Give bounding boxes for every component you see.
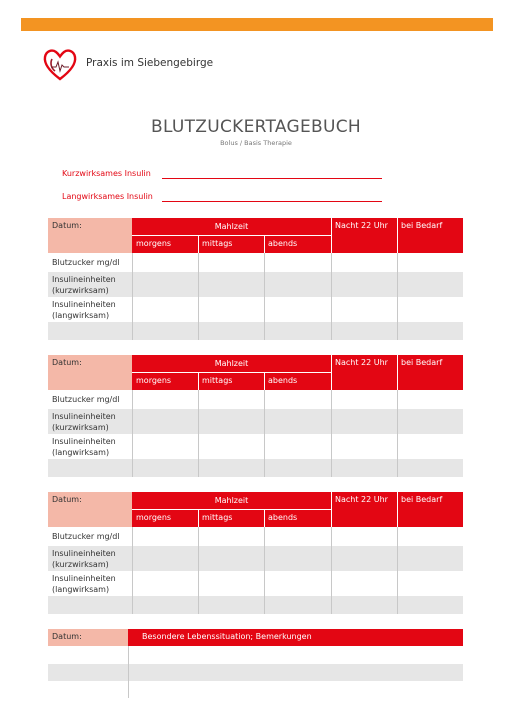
blutzucker-label: Blutzucker mg/dl	[52, 395, 120, 404]
long-insulin-field[interactable]	[62, 192, 153, 201]
divider	[264, 235, 265, 253]
divider	[198, 509, 199, 527]
top-accent-bar	[21, 18, 493, 31]
divider	[264, 390, 265, 477]
abends-header	[264, 235, 331, 253]
divider	[264, 372, 265, 390]
nacht-header	[331, 492, 397, 527]
nacht-header	[331, 355, 397, 390]
mahlzeit-label: Mahlzeit	[214, 496, 249, 505]
notes-row[interactable]	[48, 681, 463, 698]
bedarf-header	[397, 355, 463, 390]
divider	[132, 527, 133, 614]
page-title: BLUTZUCKERTAGEBUCH	[150, 117, 361, 137]
short-insulin-underline	[162, 178, 382, 179]
divider	[132, 235, 331, 236]
divider	[397, 492, 398, 527]
mittags-header	[198, 372, 264, 390]
morgens-label: morgens	[136, 239, 172, 248]
divider	[264, 253, 265, 340]
divider	[198, 253, 199, 340]
practice-name: Praxis im Siebengebirge	[86, 57, 214, 69]
nacht-label: Nacht 22 Uhr	[335, 495, 388, 504]
divider	[132, 390, 133, 477]
mittags-header	[198, 235, 264, 253]
divider	[397, 253, 398, 340]
divider	[264, 509, 265, 527]
divider	[132, 253, 133, 340]
datum-cell[interactable]	[48, 218, 132, 253]
long-insulin-label: Langwirksames Insulin	[62, 192, 153, 201]
divider	[132, 509, 331, 510]
divider	[132, 372, 331, 373]
nacht-label: Nacht 22 Uhr	[335, 358, 388, 367]
divider	[331, 527, 332, 614]
kurz-label: Insulineinheiten (kurzwirksam)	[52, 412, 116, 432]
morgens-header	[132, 235, 198, 253]
bedarf-label: bei Bedarf	[401, 495, 443, 504]
page-subtitle: Bolus / Basis Therapie	[220, 139, 292, 147]
divider	[397, 390, 398, 477]
short-insulin-label: Kurzwirksames Insulin	[62, 169, 151, 178]
kurz-label: Insulineinheiten (kurzwirksam)	[52, 275, 116, 295]
morgens-header	[132, 372, 198, 390]
abends-label: abends	[268, 513, 298, 522]
bedarf-header	[397, 218, 463, 253]
morgens-label: morgens	[136, 513, 172, 522]
divider	[198, 390, 199, 477]
heart-logo-icon	[42, 46, 78, 82]
row-blank[interactable]	[48, 596, 463, 614]
mittags-label: mittags	[202, 513, 233, 522]
morgens-label: morgens	[136, 376, 172, 385]
divider	[331, 218, 332, 253]
divider	[331, 390, 332, 477]
blutzucker-label: Blutzucker mg/dl	[52, 532, 120, 541]
lang-label: Insulineinheiten (langwirksam)	[52, 574, 116, 594]
abends-label: abends	[268, 239, 298, 248]
notes-header	[128, 629, 463, 646]
divider	[397, 355, 398, 390]
datum-label: Datum:	[52, 358, 82, 367]
divider	[198, 527, 199, 614]
abends-label: abends	[268, 376, 298, 385]
abends-header	[264, 509, 331, 527]
mahlzeit-header	[132, 492, 331, 509]
mittags-label: mittags	[202, 376, 233, 385]
divider	[331, 355, 332, 390]
row-blank[interactable]	[48, 322, 463, 340]
bedarf-label: bei Bedarf	[401, 358, 443, 367]
mahlzeit-label: Mahlzeit	[214, 359, 249, 368]
notes-row[interactable]	[48, 646, 463, 664]
notes-datum-label: Datum:	[52, 632, 82, 641]
mahlzeit-label: Mahlzeit	[214, 222, 249, 231]
row-blank[interactable]	[48, 459, 463, 477]
morgens-header	[132, 509, 198, 527]
divider	[198, 372, 199, 390]
datum-label: Datum:	[52, 221, 82, 230]
kurz-label: Insulineinheiten (kurzwirksam)	[52, 549, 116, 569]
notes-row[interactable]	[48, 664, 463, 681]
nacht-label: Nacht 22 Uhr	[335, 221, 388, 230]
mahlzeit-header	[132, 218, 331, 235]
divider	[397, 527, 398, 614]
bedarf-label: bei Bedarf	[401, 221, 443, 230]
mittags-header	[198, 509, 264, 527]
divider	[331, 253, 332, 340]
notes-header-label: Besondere Lebenssituation; Bemerkungen	[142, 632, 312, 641]
divider	[397, 218, 398, 253]
divider	[128, 646, 129, 698]
bedarf-header	[397, 492, 463, 527]
abends-header	[264, 372, 331, 390]
datum-cell[interactable]	[48, 355, 132, 390]
datum-cell[interactable]	[48, 492, 132, 527]
blutzucker-label: Blutzucker mg/dl	[52, 258, 120, 267]
divider	[331, 492, 332, 527]
divider	[264, 527, 265, 614]
mahlzeit-header	[132, 355, 331, 372]
divider	[198, 235, 199, 253]
mittags-label: mittags	[202, 239, 233, 248]
lang-label: Insulineinheiten (langwirksam)	[52, 437, 116, 457]
lang-label: Insulineinheiten (langwirksam)	[52, 300, 116, 320]
long-insulin-underline	[162, 201, 382, 202]
datum-label: Datum:	[52, 495, 82, 504]
nacht-header	[331, 218, 397, 253]
short-insulin-field[interactable]	[62, 169, 151, 178]
notes-datum-cell[interactable]	[48, 629, 128, 646]
